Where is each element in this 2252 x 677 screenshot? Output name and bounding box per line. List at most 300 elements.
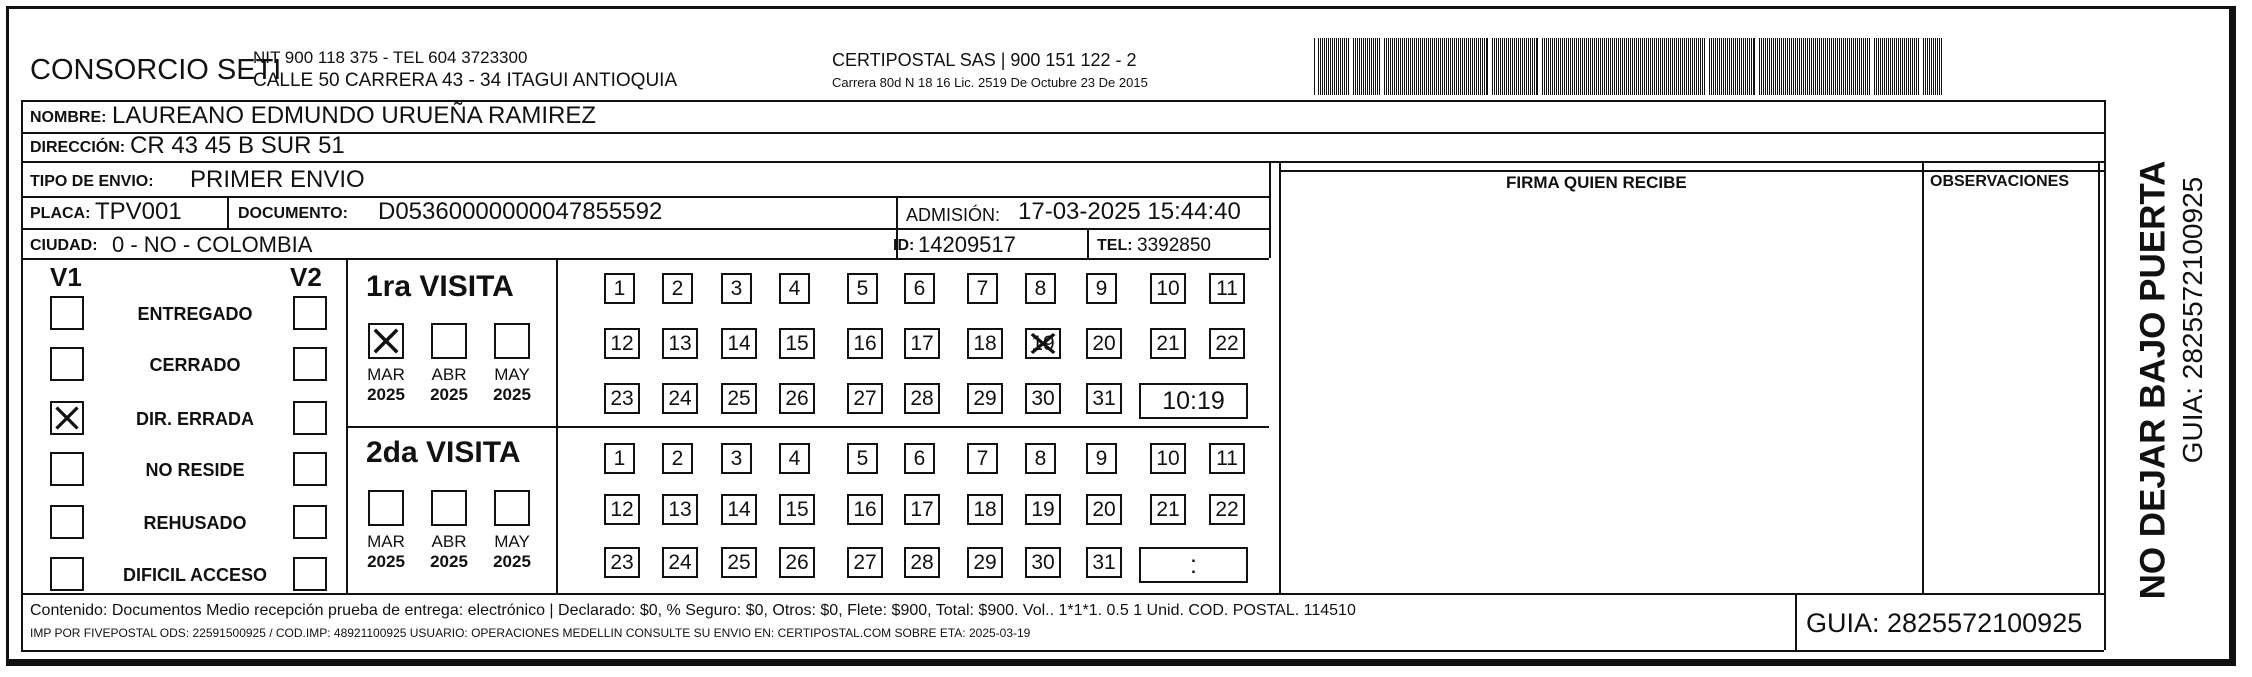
v2-checkbox[interactable] (293, 296, 327, 330)
barcode-bar (1715, 38, 1716, 95)
barcode-bar (1542, 38, 1543, 95)
day-box[interactable]: 30 (1025, 547, 1061, 578)
barcode-bar (1560, 38, 1561, 95)
barcode-bar (1759, 38, 1760, 95)
barcode-bar (1857, 38, 1858, 95)
barcode-bar (1390, 38, 1391, 95)
barcode-bar (1444, 38, 1445, 95)
tel-label: TEL: (1097, 237, 1133, 254)
month-checkbox[interactable] (494, 323, 530, 359)
carrier-name: CERTIPOSTAL SAS | 900 151 122 - 2 (832, 50, 1137, 70)
barcode-bar (1377, 38, 1378, 95)
first-visit-title: 1ra VISITA (366, 270, 514, 303)
barcode-bar (1845, 38, 1846, 95)
barcode-bar (1422, 38, 1423, 95)
barcode-bar (1801, 38, 1802, 95)
barcode-bar (1688, 38, 1689, 95)
tipo-envio-label: TIPO DE ENVIO: (30, 173, 154, 190)
day-box[interactable]: 22 (1209, 328, 1245, 359)
barcode-bar (1548, 38, 1549, 95)
barcode-bar (1318, 38, 1319, 95)
barcode-bar (1430, 38, 1431, 95)
firma-header: FIRMA QUIEN RECIBE (1506, 173, 1687, 192)
barcode-bar (1777, 38, 1778, 95)
barcode-bar (1510, 38, 1511, 95)
barcode-bar (1743, 38, 1744, 95)
v1-checkbox[interactable] (50, 557, 84, 591)
barcode-bar (1819, 38, 1820, 95)
barcode-bar (1781, 38, 1782, 95)
day-box[interactable]: 23 (604, 383, 640, 414)
barcode-bar (1326, 38, 1327, 95)
barcode-bar (1763, 38, 1764, 95)
day-box[interactable]: 23 (604, 547, 640, 578)
company-nit: NIT 900 118 375 - TEL 604 3723300 (253, 48, 528, 67)
barcode-bar (1890, 38, 1891, 95)
day-box[interactable]: 2 (662, 273, 693, 304)
barcode-bar (1610, 38, 1611, 95)
month-checkbox[interactable] (368, 323, 404, 359)
barcode-bar (1624, 38, 1625, 95)
barcode-bar (1823, 38, 1824, 95)
day-box[interactable]: 24 (662, 383, 698, 414)
barcode-bar (1939, 38, 1940, 95)
day-box[interactable]: 26 (779, 383, 815, 414)
day-box[interactable]: 11 (1209, 443, 1245, 474)
barcode-bar (1314, 38, 1315, 95)
barcode-bar (1859, 38, 1860, 95)
barcode-bar (1925, 38, 1926, 95)
barcode-bar (1320, 38, 1321, 95)
barcode-bar (1365, 38, 1366, 95)
v1-checkbox[interactable] (50, 296, 84, 330)
day-box[interactable]: 15 (779, 328, 815, 359)
barcode-bar (1375, 38, 1376, 95)
barcode-bar (1650, 38, 1651, 95)
day-box[interactable]: 31 (1086, 383, 1122, 414)
barcode-bar (1795, 38, 1796, 95)
barcode-bar (1791, 38, 1792, 95)
barcode-bar (1438, 38, 1439, 95)
barcode-bar (1428, 38, 1429, 95)
barcode-bar (1530, 38, 1531, 95)
reason-label: DIR. ERRADA (135, 409, 255, 429)
barcode-bar (1849, 38, 1850, 95)
barcode-bar (1787, 38, 1788, 95)
v1-checkbox[interactable] (50, 505, 84, 539)
barcode-bar (1408, 38, 1409, 95)
second-visit-title: 2da VISITA (366, 436, 521, 469)
barcode-bar (1367, 38, 1368, 95)
day-box[interactable]: 18 (967, 328, 1003, 359)
barcode-bar (1328, 38, 1329, 95)
year-label: 2025 (493, 552, 531, 571)
barcode-bar (1771, 38, 1772, 95)
barcode-bar (1789, 38, 1790, 95)
day-box[interactable]: 27 (847, 547, 883, 578)
barcode-bar (1568, 38, 1569, 95)
barcode-bar (1418, 38, 1419, 95)
day-box[interactable]: 21 (1150, 494, 1186, 525)
barcode-bar (1373, 38, 1374, 95)
month-label: ABR (431, 365, 467, 384)
barcode-bar (1608, 38, 1609, 95)
day-box[interactable]: 6 (904, 443, 935, 474)
barcode-bar (1855, 38, 1856, 95)
barcode-bar (1698, 38, 1699, 95)
barcode-bar (1476, 38, 1477, 95)
barcode-bar (1861, 38, 1862, 95)
barcode-bar (1574, 38, 1575, 95)
day-box[interactable]: 14 (721, 328, 757, 359)
barcode-bar (1424, 38, 1425, 95)
barcode-bar (1338, 38, 1339, 95)
day-box[interactable]: 4 (779, 273, 810, 304)
day-box[interactable]: 27 (847, 383, 883, 414)
barcode-bar (1564, 38, 1565, 95)
barcode-bar (1674, 38, 1675, 95)
barcode-bar (1496, 38, 1497, 95)
v2-checkbox[interactable] (293, 347, 327, 381)
placa-label: PLACA: (30, 205, 91, 222)
barcode-bar (1634, 38, 1635, 95)
barcode-bar (1434, 38, 1435, 95)
year-label: 2025 (493, 385, 531, 404)
day-box[interactable]: 5 (847, 443, 878, 474)
barcode-bar (1931, 38, 1932, 95)
day-box[interactable]: 17 (904, 494, 940, 525)
barcode-bar (1456, 38, 1457, 95)
barcode-bar (1833, 38, 1834, 95)
barcode-bar (1466, 38, 1467, 95)
barcode-bar (1340, 38, 1341, 95)
barcode-bar (1811, 38, 1812, 95)
barcode-bar (1654, 38, 1655, 95)
barcode-bar (1933, 38, 1934, 95)
day-box[interactable]: 30 (1025, 383, 1061, 414)
barcode-bar (1584, 38, 1585, 95)
barcode-bar (1916, 38, 1917, 95)
barcode-bar (1363, 38, 1364, 95)
day-box[interactable]: 21 (1150, 328, 1186, 359)
barcode-bar (1632, 38, 1633, 95)
barcode-bar (1452, 38, 1453, 95)
barcode-bar (1767, 38, 1768, 95)
day-box[interactable]: 20 (1086, 328, 1122, 359)
barcode-bar (1884, 38, 1885, 95)
v1-checkbox[interactable] (50, 401, 84, 435)
barcode-bar (1815, 38, 1816, 95)
barcode-bar (1898, 38, 1899, 95)
barcode-bar (1404, 38, 1405, 95)
barcode-bar (1620, 38, 1621, 95)
barcode-bar (1807, 38, 1808, 95)
day-box[interactable]: 29 (967, 547, 1003, 578)
barcode-bar (1474, 38, 1475, 95)
day-box[interactable]: 12 (604, 328, 640, 359)
barcode-bar (1660, 38, 1661, 95)
barcode-bar (1747, 38, 1748, 95)
barcode-bar (1580, 38, 1581, 95)
barcode-bar (1558, 38, 1559, 95)
barcode-bar (1727, 38, 1728, 95)
reason-label: DIFICIL ACCESO (122, 565, 268, 585)
barcode-bar (1484, 38, 1485, 95)
barcode-bar (1700, 38, 1701, 95)
barcode-bar (1614, 38, 1615, 95)
day-box[interactable]: 1 (604, 443, 635, 474)
month-checkbox[interactable] (368, 490, 404, 526)
day-box[interactable]: 25 (721, 383, 757, 414)
day-box[interactable]: 10 (1150, 273, 1186, 304)
barcode-bar (1783, 38, 1784, 95)
barcode-bar (1556, 38, 1557, 95)
barcode-bar (1761, 38, 1762, 95)
barcode-bar (1324, 38, 1325, 95)
barcode-bar (1692, 38, 1693, 95)
barcode-bar (1514, 38, 1515, 95)
barcode-bar (1937, 38, 1938, 95)
day-box[interactable]: 19 (1025, 494, 1061, 525)
year-label: 2025 (367, 385, 405, 404)
day-box[interactable]: 25 (721, 547, 757, 578)
barcode-bar (1526, 38, 1527, 95)
recipient-address: CR 43 45 B SUR 51 (130, 132, 345, 159)
reason-label: NO RESIDE (145, 460, 245, 480)
barcode-bar (1398, 38, 1399, 95)
barcode-bar (1582, 38, 1583, 95)
barcode-bar (1344, 38, 1345, 95)
barcode-bar (1896, 38, 1897, 95)
day-box[interactable]: 1 (604, 273, 635, 304)
v2-checkbox[interactable] (293, 401, 327, 435)
barcode-bar (1741, 38, 1742, 95)
time-box[interactable]: 10:19 (1139, 383, 1248, 419)
day-box[interactable]: 11 (1209, 273, 1245, 304)
barcode-bar (1825, 38, 1826, 95)
id-value: 14209517 (918, 232, 1016, 257)
barcode-bar (1723, 38, 1724, 95)
barcode-bar (1532, 38, 1533, 95)
barcode-bar (1348, 38, 1349, 95)
barcode-bar (1841, 38, 1842, 95)
barcode-bar (1604, 38, 1605, 95)
day-box[interactable]: 4 (779, 443, 810, 474)
day-box[interactable]: 18 (967, 494, 1003, 525)
month-label: ABR (431, 532, 467, 551)
day-box[interactable]: 13 (662, 328, 698, 359)
barcode-bar (1904, 38, 1905, 95)
barcode-bar (1809, 38, 1810, 95)
footer-guia: GUIA: 2825572100925 (1806, 608, 2083, 638)
carrier-license: Carrera 80d N 18 16 Lic. 2519 De Octubre 23 De 2015 (832, 75, 1148, 90)
observaciones-header: OBSERVACIONES (1930, 173, 2069, 190)
day-box[interactable]: 9 (1086, 443, 1117, 474)
barcode-bar (1670, 38, 1671, 95)
day-box[interactable]: 29 (967, 383, 1003, 414)
barcode-bar (1371, 38, 1372, 95)
barcode-bar (1536, 38, 1538, 95)
v2-checkbox[interactable] (293, 452, 327, 486)
barcode-bar (1552, 38, 1553, 95)
company-name: CONSORCIO SETI (30, 54, 282, 86)
barcode-bar (1694, 38, 1695, 95)
barcode-bar (1332, 38, 1333, 95)
v1-checkbox[interactable] (50, 452, 84, 486)
admision-label: ADMISIÓN: (906, 205, 1001, 225)
barcode-bar (1498, 38, 1499, 95)
barcode-bar (1359, 38, 1360, 95)
day-box[interactable]: 24 (662, 547, 698, 578)
barcode-bar (1578, 38, 1579, 95)
barcode-bar (1342, 38, 1343, 95)
barcode-bar (1544, 38, 1545, 95)
day-box[interactable]: 31 (1086, 547, 1122, 578)
barcode-bar (1918, 38, 1919, 95)
day-box[interactable]: 12 (604, 494, 640, 525)
barcode-bar (1817, 38, 1818, 95)
barcode-bar (1464, 38, 1465, 95)
company-address: CALLE 50 CARRERA 43 - 34 ITAGUI ANTIOQUIA (253, 70, 678, 91)
barcode-bar (1502, 38, 1503, 95)
barcode-bar (1658, 38, 1659, 95)
barcode-bar (1829, 38, 1830, 95)
day-box[interactable]: 3 (721, 443, 752, 474)
barcode-bar (1410, 38, 1411, 95)
barcode-bar (1576, 38, 1577, 95)
month-label: MAR (367, 365, 405, 384)
barcode-bar (1594, 38, 1595, 95)
barcode-bar (1388, 38, 1389, 95)
barcode-bar (1592, 38, 1593, 95)
barcode-bar (1412, 38, 1413, 95)
barcode-bar (1590, 38, 1591, 95)
day-box[interactable]: 5 (847, 273, 878, 304)
barcode-bar (1719, 38, 1720, 95)
barcode-bar (1765, 38, 1766, 95)
barcode-bar (1486, 38, 1488, 95)
barcode-bar (1847, 38, 1848, 95)
barcode-bar (1470, 38, 1471, 95)
barcode-bar (1550, 38, 1551, 95)
day-box[interactable]: 3 (721, 273, 752, 304)
no-dejar-bajo-puerta: NO DEJAR BAJO PUERTA (2133, 160, 2173, 600)
barcode-bar (1900, 38, 1901, 95)
placa-value: TPV001 (95, 198, 182, 225)
day-box[interactable]: 28 (904, 547, 940, 578)
day-box[interactable]: 2 (662, 443, 693, 474)
barcode-bar (1554, 38, 1555, 95)
v2-checkbox[interactable] (293, 557, 327, 591)
contenido-text: Contenido: Documentos Medio recepción prueba de entrega: electrónico | Declarado: $0, % Seguro: $0, Otros: $0, Flete: $900, Total: $900. Vol.. 1*1*1. 0.5 1 Unid. COD. POSTAL. 114510 (30, 602, 1356, 619)
month-checkbox[interactable] (431, 490, 467, 526)
barcode-bar (1612, 38, 1613, 95)
barcode-bar (1534, 38, 1535, 95)
day-box[interactable]: 13 (662, 494, 698, 525)
barcode-bar (1402, 38, 1403, 95)
barcode-bar (1908, 38, 1909, 95)
reason-label: ENTREGADO (137, 304, 253, 324)
month-checkbox[interactable] (431, 323, 467, 359)
barcode-bar (1696, 38, 1697, 95)
day-box[interactable]: 14 (721, 494, 757, 525)
barcode-bar (1630, 38, 1631, 95)
barcode-bar (1322, 38, 1323, 95)
barcode-bar (1863, 38, 1864, 95)
barcode-bar (1460, 38, 1461, 95)
barcode-bar (1640, 38, 1641, 95)
barcode-bar (1888, 38, 1889, 95)
barcode-bar (1472, 38, 1473, 95)
barcode-bar (1626, 38, 1627, 95)
barcode-bar (1570, 38, 1571, 95)
direccion-label: DIRECCIÓN: (30, 139, 126, 156)
day-box[interactable]: 10 (1150, 443, 1186, 474)
day-box[interactable]: 19 (1025, 328, 1061, 359)
day-box[interactable]: 22 (1209, 494, 1245, 525)
barcode-bar (1773, 38, 1774, 95)
day-box[interactable]: 6 (904, 273, 935, 304)
tel-value: 3392850 (1137, 235, 1211, 256)
barcode-bar (1628, 38, 1629, 95)
barcode-bar (1468, 38, 1469, 95)
barcode-bar (1652, 38, 1653, 95)
recipient-name: LAUREANO EDMUNDO URUEÑA RAMIREZ (112, 102, 597, 129)
barcode-bar (1799, 38, 1800, 95)
ciudad-value: 0 - NO - COLOMBIA (112, 232, 313, 257)
day-box[interactable]: 26 (779, 547, 815, 578)
reason-label: CERRADO (149, 355, 241, 375)
day-box[interactable]: 8 (1025, 273, 1056, 304)
v2-header: V2 (290, 262, 322, 292)
barcode-bar (1745, 38, 1746, 95)
day-box[interactable]: 28 (904, 383, 940, 414)
v1-checkbox[interactable] (50, 347, 84, 381)
barcode (1314, 38, 1944, 95)
day-box[interactable]: 17 (904, 328, 940, 359)
barcode-bar (1914, 38, 1915, 95)
day-box[interactable]: 16 (847, 328, 883, 359)
barcode-bar (1646, 38, 1647, 95)
time-box[interactable]: : (1139, 547, 1248, 583)
day-box[interactable]: 20 (1086, 494, 1122, 525)
barcode-bar (1753, 38, 1755, 95)
barcode-bar (1797, 38, 1798, 95)
barcode-bar (1512, 38, 1513, 95)
day-box[interactable]: 8 (1025, 443, 1056, 474)
v1-header: V1 (50, 262, 82, 292)
barcode-bar (1865, 38, 1866, 95)
day-box[interactable]: 15 (779, 494, 815, 525)
barcode-bar (1480, 38, 1481, 95)
barcode-bar (1729, 38, 1730, 95)
barcode-bar (1666, 38, 1667, 95)
barcode-bar (1735, 38, 1736, 95)
barcode-bar (1851, 38, 1852, 95)
documento-value: D05360000000047855592 (378, 198, 663, 225)
day-box[interactable]: 16 (847, 494, 883, 525)
v2-checkbox[interactable] (293, 505, 327, 539)
barcode-bar (1450, 38, 1451, 95)
barcode-bar (1678, 38, 1679, 95)
day-box[interactable]: 9 (1086, 273, 1117, 304)
day-box[interactable]: 7 (967, 273, 998, 304)
documento-label: DOCUMENTO: (238, 205, 348, 222)
month-checkbox[interactable] (494, 490, 530, 526)
day-box[interactable]: 7 (967, 443, 998, 474)
barcode-bar (1520, 38, 1521, 95)
barcode-bar (1616, 38, 1617, 95)
